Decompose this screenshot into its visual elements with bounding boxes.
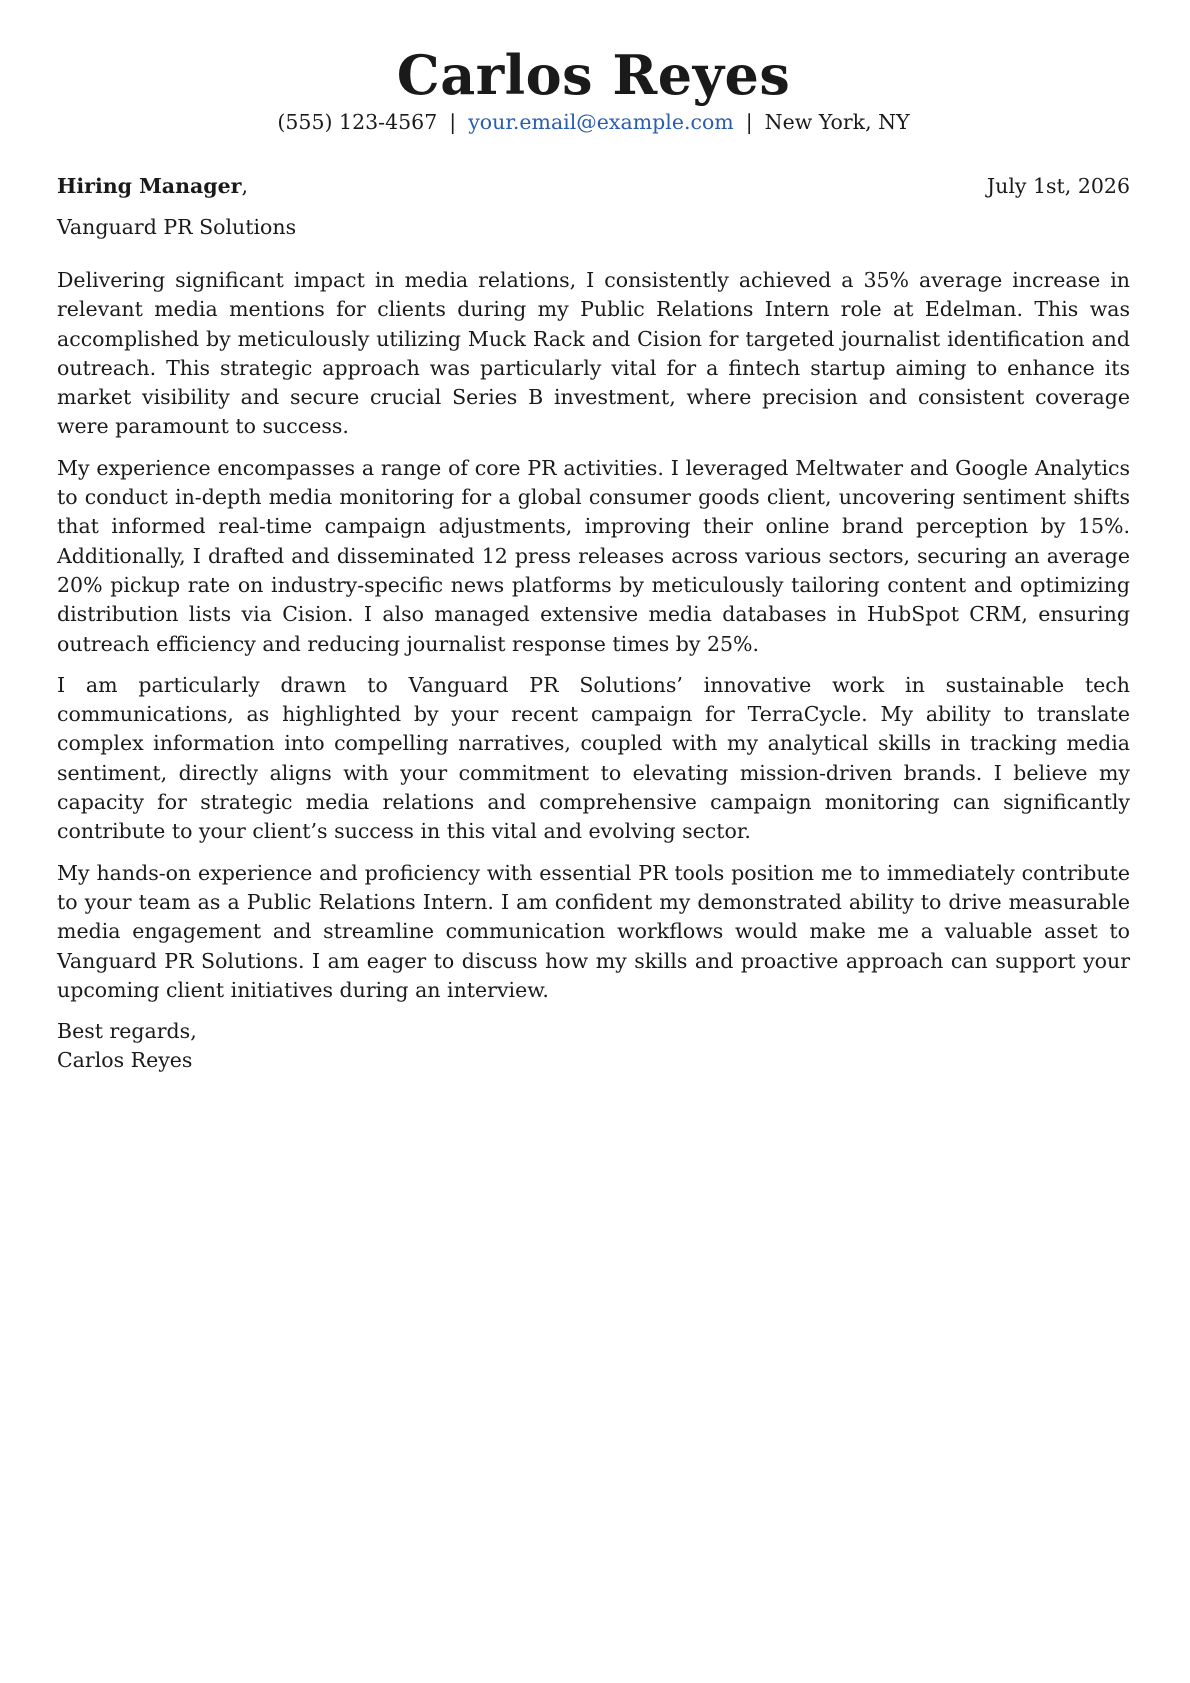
applicant-name: Carlos Reyes: [396, 43, 791, 107]
salutation-row: [57, 172, 1130, 200]
contact-separator: |: [449, 110, 457, 134]
body-paragraph: My experience encompasses a range of core PR activities. I leveraged Meltwater and Google Analytics to conduct in-depth media monitoring for a global consumer goods client, uncovering sentiment shifts that informed real-time campaign adjustments, improving their online brand perception by 15%. Additionally, I drafted and disseminated 12 press releases across various sectors, securing an average 20% pickup rate on industry-specific news platforms by meticulously tailoring content and optimizing distribution lists via Cision. I also managed extensive media databases in HubSpot CRM, ensuring outreach efficiency and reducing journalist response times by 25%.: [57, 455, 1130, 656]
closing-phrase: Best regards,: [57, 1019, 197, 1044]
closing-block: [57, 1017, 1130, 1076]
phone-number: (555) 123-4567: [277, 110, 438, 134]
body-paragraph: My hands-on experience and proficiency with essential PR tools position me to immediately contribute to your team as a Public Relations Intern. I am confident my demonstrated ability to drive measurable media engagement and streamline communication workflows would make me a valuable asset to Vanguard PR Solutions. I am eager to discuss how my skills and proactive approach can support your upcoming client initiatives during an interview.: [57, 860, 1130, 1002]
recipient: [57, 172, 248, 200]
location: New York, NY: [764, 110, 910, 134]
cover-letter-page: [57, 0, 1130, 1076]
contact-separator: |: [745, 110, 753, 134]
email-link[interactable]: your.email@example.com: [468, 110, 734, 134]
letter-date: July 1st, 2026: [986, 174, 1130, 198]
recipient-suffix: ,: [241, 174, 248, 198]
body-paragraph: Delivering significant impact in media relations, I consistently achieved a 35% average increase in relevant media mentions for clients during my Public Relations Intern role at Edelman. This was accomplished by meticulously utilizing Muck Rack and Cision for targeted journalist identification and outreach. This strategic approach was particularly vital for a fintech startup aiming to enhance its market visibility and secure crucial Series B investment, where precision and consistent coverage were paramount to success.: [57, 268, 1130, 439]
signature: Carlos Reyes: [57, 1048, 193, 1073]
company-name: Vanguard PR Solutions: [57, 215, 297, 239]
recipient-name: Hiring Manager: [57, 174, 242, 198]
contact-line: [57, 108, 1130, 136]
letter-body: [57, 266, 1130, 1005]
body-paragraph: I am particularly drawn to Vanguard PR Solutions’ innovative work in sustainable tech communications, as highlighted by your recent campaign for TerraCycle. My ability to translate complex information into compelling narratives, coupled with my analytical skills in tracking media sentiment, directly aligns with your commitment to elevating mission-driven brands. I believe my capacity for strategic media relations and comprehensive campaign monitoring can significantly contribute to your client’s success in this vital and evolving sector.: [57, 672, 1130, 844]
